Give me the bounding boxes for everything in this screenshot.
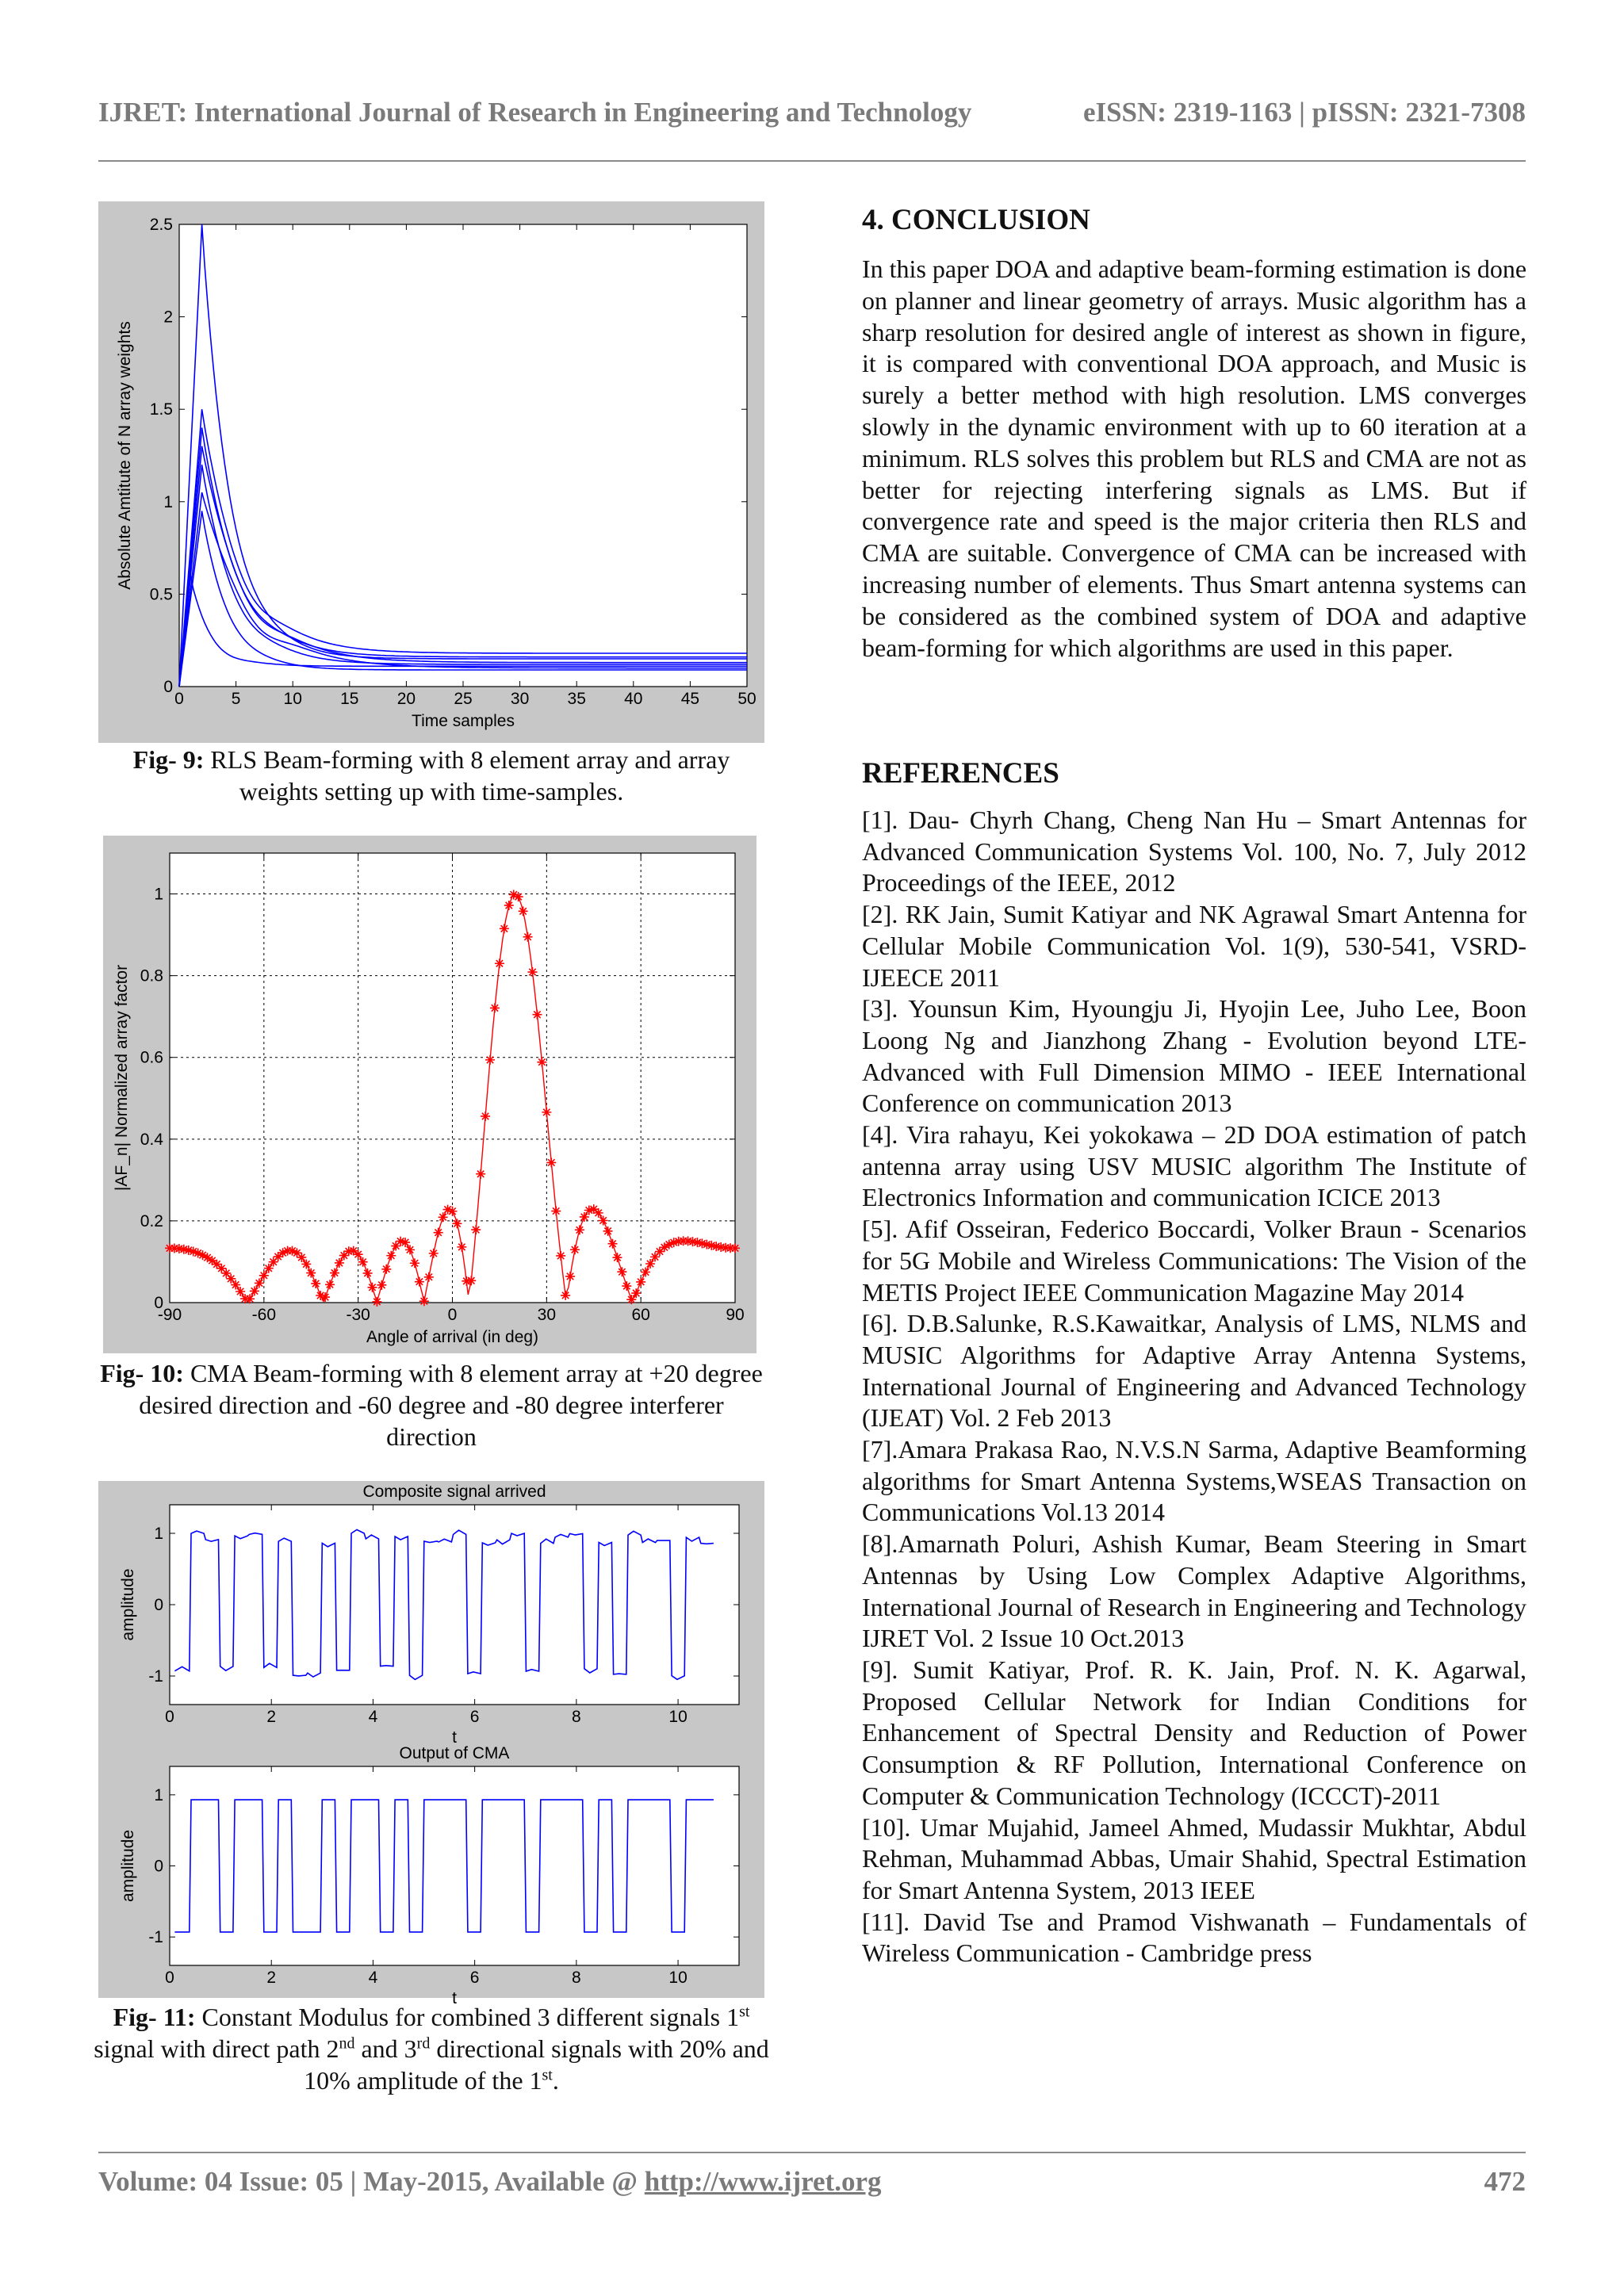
x-tick-label: 25 bbox=[454, 690, 473, 708]
star-marker bbox=[476, 1169, 485, 1179]
fig11-sup: st bbox=[542, 2066, 553, 2084]
y-axis-label: amplitude bbox=[119, 1568, 137, 1641]
y-tick-label: 2 bbox=[163, 308, 173, 327]
y-tick-label: -1 bbox=[148, 1928, 163, 1947]
page-number: 472 bbox=[1484, 2166, 1526, 2197]
y-tick-label: 1 bbox=[163, 492, 173, 511]
fig11-sup: st bbox=[739, 2003, 750, 2021]
x-tick-label: -30 bbox=[346, 1306, 370, 1324]
x-tick-label: 5 bbox=[231, 690, 241, 708]
x-tick-label: 2 bbox=[266, 1969, 277, 1987]
y-tick-label: 0.5 bbox=[149, 585, 173, 604]
star-marker bbox=[570, 1245, 580, 1254]
x-tick-label: 40 bbox=[624, 690, 643, 708]
footer-volume bbox=[98, 2166, 882, 2198]
star-marker bbox=[354, 1249, 363, 1259]
y-axis-label: |AF_n| Normalized array factor bbox=[113, 964, 131, 1192]
reference-item: [1]. Dau- Chyrh Chang, Cheng Nan Hu – Smart Antennas for Advanced Communication Systems Vol. 100, No. 7, July 2012 Proceedings of the IEEE, 2012 bbox=[862, 806, 1526, 897]
x-tick-label: 0 bbox=[447, 1306, 458, 1324]
star-marker bbox=[532, 1010, 542, 1020]
y-tick-label: 0.4 bbox=[140, 1130, 163, 1149]
reference-item: [2]. RK Jain, Sumit Katiyar and NK Agrawal Smart Antenna for Cellular Mobile Communication Vol. 1(9), 530-541, VSRD-IJEECE 2011 bbox=[862, 900, 1526, 992]
reference-item: [8].Amarnath Poluri, Ashish Kumar, Beam Steering in Smart Antennas by Using Low Complex Adaptive Algorithms, International Journal of Research in Engineering and Technology IJRET Vol. 2 Issue 10 Oct.2013 bbox=[862, 1529, 1526, 1653]
fig11-caption-part: Constant Modulus for combined 3 different signals 1 bbox=[195, 2003, 740, 2031]
y-axis-label: Absolute Amtitute of N array weights bbox=[116, 321, 134, 590]
header-divider bbox=[98, 160, 1526, 162]
star-marker bbox=[622, 1281, 631, 1291]
y-tick-label: 1 bbox=[154, 885, 163, 904]
star-marker bbox=[730, 1243, 740, 1253]
reference-item: [3]. Younsun Kim, Hyoungju Ji, Hyojin Lee, Juho Lee, Boon Loong Ng and Jianzhong Zhang - Evolution beyond LTE-Advanced with Full Dimension MIMO - IEEE International Conference on communication 2013 bbox=[862, 994, 1526, 1118]
reference-item: [4]. Vira rahayu, Kei yokokawa – 2D DOA estimation of patch antenna array using USV MUSIC algorithm The Institute of Electronics Information and communication ICICE 2013 bbox=[862, 1120, 1526, 1212]
fig11-caption-part: and 3 bbox=[354, 2034, 417, 2063]
footer-volume-text: Volume: 04 Issue: 05 | May-2015, Available @ bbox=[98, 2166, 645, 2197]
fig9-caption-text: RLS Beam-forming with 8 element array and array weights setting up with time-samples. bbox=[204, 745, 730, 806]
star-marker bbox=[457, 1242, 466, 1252]
fig11-sup: rd bbox=[416, 2034, 431, 2053]
star-marker bbox=[448, 1207, 458, 1216]
reference-item: [6]. D.B.Salunke, R.S.Kawaitkar, Analysis of LMS, NLMS and MUSIC Algorithms for Adaptive Array Antenna Systems, International Journal of Engineering and Advanced Technology (IJEAT) Vol. 2 Feb 2013 bbox=[862, 1309, 1526, 1433]
x-tick-label: 0 bbox=[174, 690, 184, 708]
fig11-chart bbox=[98, 1481, 764, 2007]
plot-area bbox=[170, 1766, 739, 1965]
y-tick-label: 0.6 bbox=[140, 1048, 163, 1067]
plot-area bbox=[170, 1505, 739, 1705]
star-marker bbox=[523, 932, 533, 942]
star-marker bbox=[594, 1208, 603, 1218]
x-tick-label: 50 bbox=[737, 690, 756, 708]
fig11-caption-part: directional signals with 20% and 10% amplitude of the 1 bbox=[304, 2034, 769, 2095]
star-marker bbox=[556, 1251, 565, 1261]
y-tick-label: 0.8 bbox=[140, 966, 163, 985]
x-tick-label: 35 bbox=[567, 690, 586, 708]
y-tick-label: 1 bbox=[154, 1785, 163, 1804]
star-marker bbox=[429, 1249, 439, 1258]
star-marker bbox=[405, 1245, 415, 1254]
y-tick-label: 1.5 bbox=[149, 400, 173, 419]
star-marker bbox=[452, 1219, 462, 1228]
fig10-chart bbox=[103, 836, 756, 1353]
x-tick-label: 10 bbox=[283, 690, 302, 708]
fig11-caption-part: . bbox=[552, 2066, 559, 2095]
conclusion-heading: 4. CONCLUSION bbox=[862, 204, 1090, 236]
star-marker bbox=[504, 901, 514, 910]
figure-11-caption bbox=[94, 2001, 769, 2096]
x-tick-label: 15 bbox=[340, 690, 359, 708]
reference-item: [7].Amara Prakasa Rao, N.V.S.N Sarma, Adaptive Beamforming algorithms for Smart Antenna Systems,WSEAS Transaction on Communications Vol.13 2014 bbox=[862, 1435, 1526, 1527]
star-marker bbox=[301, 1259, 311, 1269]
y-axis-label: amplitude bbox=[119, 1829, 137, 1903]
fig9-chart bbox=[98, 201, 764, 743]
star-marker bbox=[330, 1269, 339, 1278]
y-tick-label: -1 bbox=[148, 1667, 163, 1686]
journal-link[interactable]: http://www.ijret.org bbox=[644, 2166, 882, 2197]
fig11-label: Fig- 11: bbox=[113, 2003, 196, 2031]
star-marker bbox=[519, 906, 528, 916]
x-tick-label: 30 bbox=[510, 690, 530, 708]
x-tick-label: 45 bbox=[680, 690, 700, 708]
star-marker bbox=[377, 1280, 386, 1290]
figure-9-caption bbox=[98, 744, 764, 807]
star-marker bbox=[631, 1288, 641, 1298]
y-tick-label: 0 bbox=[154, 1294, 163, 1312]
figure-9 bbox=[98, 201, 764, 743]
star-marker bbox=[434, 1228, 443, 1238]
x-tick-label: 10 bbox=[668, 1969, 688, 1987]
x-axis-label: Angle of arrival (in deg) bbox=[366, 1328, 539, 1346]
fig10-label: Fig- 10: bbox=[100, 1359, 184, 1387]
reference-item: [9]. Sumit Katiyar, Prof. R. K. Jain, Prof. N. K. Agarwal, Proposed Cellular Network for Indian Conditions for Enhancement of Spectral Density and Reduction of Power Consumption & RF Pollution, International Conference on Computer & Communication Technology (ICCCT)-2011 bbox=[862, 1655, 1526, 1810]
x-tick-label: 90 bbox=[726, 1306, 745, 1324]
plot-area bbox=[179, 224, 747, 687]
chart-title: Composite signal arrived bbox=[362, 1483, 546, 1501]
star-marker bbox=[481, 1112, 490, 1121]
references-heading: REFERENCES bbox=[862, 757, 1059, 790]
star-marker bbox=[514, 892, 523, 901]
star-marker bbox=[551, 1207, 561, 1216]
star-marker bbox=[626, 1295, 636, 1304]
y-tick-label: 0 bbox=[154, 1857, 163, 1876]
fig11-caption-part: signal with direct path 2 bbox=[94, 2034, 339, 2063]
star-marker bbox=[226, 1274, 236, 1284]
footer-divider bbox=[98, 2152, 1526, 2153]
star-marker bbox=[372, 1297, 381, 1307]
x-tick-label: 20 bbox=[396, 690, 416, 708]
x-tick-label: 4 bbox=[368, 1708, 378, 1726]
x-tick-label: 10 bbox=[668, 1708, 688, 1726]
reference-item: [5]. Afif Osseiran, Federico Boccardi, Volker Braun - Scenarios for 5G Mobile and Wireless Communications: The Vision of the METIS Project IEEE Communication Magazine May 2014 bbox=[862, 1215, 1526, 1307]
star-marker bbox=[419, 1296, 429, 1306]
journal-title: IJRET: International Journal of Research in Engineering and Technology bbox=[98, 97, 972, 128]
chart-title: Output of CMA bbox=[399, 1744, 510, 1762]
star-marker bbox=[603, 1226, 613, 1236]
references-list bbox=[862, 805, 1526, 1969]
x-tick-label: 2 bbox=[266, 1708, 277, 1726]
x-tick-label: 0 bbox=[165, 1708, 174, 1726]
star-marker bbox=[641, 1268, 650, 1277]
y-tick-label: 0.2 bbox=[140, 1211, 163, 1230]
y-tick-label: 2.5 bbox=[149, 216, 173, 234]
y-tick-label: 0 bbox=[163, 678, 173, 696]
star-marker bbox=[320, 1292, 330, 1302]
x-tick-label: 0 bbox=[165, 1969, 174, 1987]
x-tick-label: 8 bbox=[572, 1708, 581, 1726]
figure-11 bbox=[98, 1481, 764, 2007]
reference-item: [11]. David Tse and Pramod Vishwanath – Fundamentals of Wireless Communication - Cambridge press bbox=[862, 1907, 1526, 1968]
star-marker bbox=[575, 1225, 584, 1234]
x-tick-label: -60 bbox=[251, 1306, 277, 1324]
fig11-sup: nd bbox=[339, 2034, 355, 2053]
x-axis-label: t bbox=[452, 1989, 457, 2007]
figure-10 bbox=[103, 836, 756, 1353]
y-tick-label: 1 bbox=[154, 1525, 163, 1543]
x-tick-label: 4 bbox=[368, 1969, 378, 1987]
y-tick-label: 0 bbox=[154, 1596, 163, 1614]
x-tick-label: 6 bbox=[469, 1969, 480, 1987]
x-tick-label: 8 bbox=[572, 1969, 581, 1987]
x-tick-label: -90 bbox=[157, 1306, 182, 1324]
issn: eISSN: 2319-1163 | pISSN: 2321-7308 bbox=[1082, 97, 1526, 128]
star-marker bbox=[367, 1283, 377, 1292]
conclusion-paragraph: In this paper DOA and adaptive beam-forming estimation is done on planner and linear geometry of arrays. Music algorithm has a sharp resolution for desired angle of interest as shown in figure, it is compared with conventional DOA approach, and Music is surely a better method with high resolution. LMS converges slowly in the dynamic environment with up to 60 iteration at a minimum. RLS solves this problem but RLS and CMA are not as better for rejecting interfering signals as LMS. But if convergence rate and speed is the major criteria then RLS and CMA are suitable. Convergence of CMA can be increased with increasing number of elements. Thus Smart antenna systems can be considered as the combined system of DOA and adaptive beam-forming for which algorithms are used in this paper. bbox=[862, 254, 1527, 662]
fig9-label: Fig- 9: bbox=[132, 745, 205, 774]
fig10-caption-text: CMA Beam-forming with 8 element array at +20 degree desired direction and -60 degree and -80 degree interferer direction bbox=[139, 1359, 763, 1451]
x-axis-label: t bbox=[452, 1728, 457, 1747]
x-tick-label: 30 bbox=[537, 1306, 557, 1324]
star-marker bbox=[245, 1294, 255, 1303]
x-tick-label: 6 bbox=[469, 1708, 480, 1726]
reference-item: [10]. Umar Mujahid, Jameel Ahmed, Mudassir Mukhtar, Abdul Rehman, Muhammad Abbas, Umair Shahid, Spectral Estimation for Smart Antenna System, 2013 IEEE bbox=[862, 1812, 1526, 1904]
star-marker bbox=[306, 1269, 316, 1278]
star-marker bbox=[439, 1212, 448, 1222]
star-marker bbox=[645, 1259, 655, 1269]
star-marker bbox=[335, 1258, 344, 1268]
x-tick-label: 60 bbox=[631, 1306, 650, 1324]
star-marker bbox=[500, 924, 509, 933]
figure-10-caption bbox=[98, 1357, 764, 1452]
x-axis-label: Time samples bbox=[412, 712, 515, 730]
